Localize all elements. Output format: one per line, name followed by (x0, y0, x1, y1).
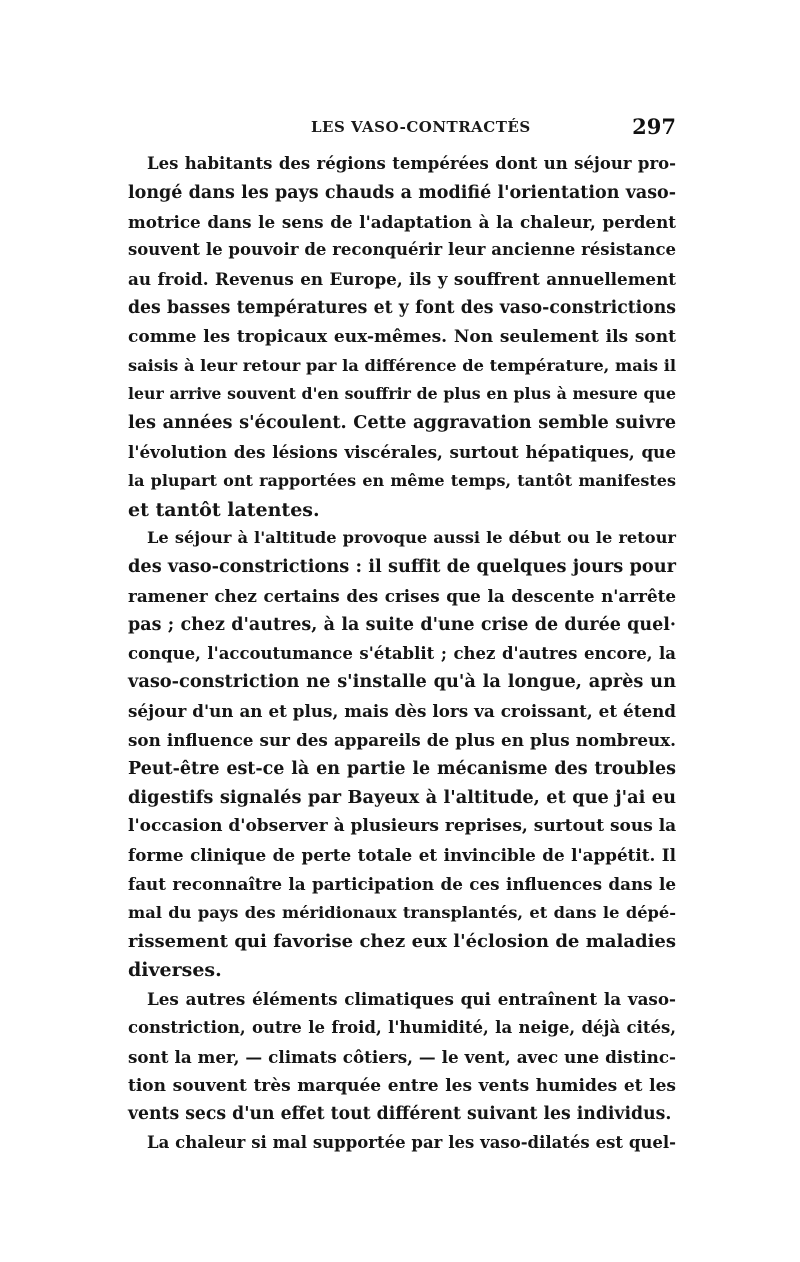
running-title: LES VASO-CONTRACTÉS (311, 118, 531, 136)
paragraph (128, 1129, 676, 1158)
text-line: diverses. (128, 959, 222, 982)
text-line: ramener chez certains des crises que la descente n'arrête (128, 585, 676, 606)
paragraph (128, 985, 676, 1129)
text-line: longé dans les pays chauds a modifié l'orientation vaso- (128, 182, 676, 203)
text-line: son influence sur des appareils de plus en plus nombreux. (128, 729, 676, 750)
text-line: souvent le pouvoir de reconquérir leur ancienne résistance (128, 240, 676, 260)
text-line: comme les tropicaux eux-mêmes. Non seulement ils sont (128, 326, 676, 347)
text-line: Peut-être est-ce là en partie le mécanisme des troubles (128, 758, 676, 779)
paragraph (128, 524, 676, 985)
text-line: saisis à leur retour par la différence de température, mais il (128, 355, 677, 375)
body-text (128, 150, 676, 1158)
text-line: les années s'écoulent. Cette aggravation semble suivre (128, 412, 676, 434)
text-line: vaso-constriction ne s'installe qu'à la longue, après un (128, 671, 676, 693)
text-line: forme clinique de perte totale et invincible de l'appétit. Il (128, 845, 676, 866)
text-line: constriction, outre le froid, l'humidité, la neige, déjà cités, (128, 1017, 676, 1037)
text-line: l'occasion d'observer à plusieurs reprises, surtout sous la (128, 816, 677, 837)
text-line: faut reconnaître la participation de ces influences dans le (128, 873, 676, 894)
text-line: vents secs d'un effet tout différent suivant les individus. (128, 1104, 672, 1125)
text-line: l'évolution des lésions viscérales, surtout hépatiques, que (128, 441, 676, 462)
text-line: des basses températures et y font des vaso-constrictions (128, 297, 676, 318)
text-line: Les habitants des régions tempérées dont un séjour pro- (147, 154, 676, 173)
text-line: la plupart ont rapportées en même temps, tantôt manifestes (128, 470, 676, 490)
text-line: pas ; chez d'autres, à la suite d'une crise de durée quel· (128, 614, 676, 635)
text-line: séjour d'un an et plus, mais dès lors va croissant, et étend (128, 701, 676, 722)
text-line: sont la mer, — climats côtiers, — le vent, avec une distinc- (128, 1046, 676, 1067)
text-line: leur arrive souvent d'en souffrir de plus en plus à mesure que (128, 384, 676, 404)
text-line: mal du pays des méridionaux transplantés, et dans le dépé- (128, 902, 676, 922)
text-line: La chaleur si mal supportée par les vaso-dilatés est quel- (147, 1133, 676, 1153)
text-line: rissement qui favorise chez eux l'éclosion de maladies (128, 930, 676, 952)
paragraph (128, 150, 676, 524)
text-line: conque, l'accoutumance s'établit ; chez d'autres encore, la (128, 643, 676, 663)
text-line: motrice dans le sens de l'adaptation à la chaleur, perdent (128, 211, 676, 232)
text-line: des vaso-constrictions : il suffit de quelques jours pour (128, 556, 676, 578)
text-line: au froid. Revenus en Europe, ils y souffrent annuellement (128, 269, 676, 290)
text-line: et tantôt latentes. (128, 498, 320, 521)
text-line: Les autres éléments climatiques qui entraînent la vaso- (147, 989, 676, 1010)
text-line: digestifs signalés par Bayeux à l'altitude, et que j'ai eu (128, 786, 676, 808)
running-header (128, 114, 676, 144)
text-line: tion souvent très marquée entre les vents humides et les (128, 1075, 676, 1096)
text-line: Le séjour à l'altitude provoque aussi le début ou le retour (147, 528, 676, 548)
page-number: 297 (632, 114, 676, 139)
